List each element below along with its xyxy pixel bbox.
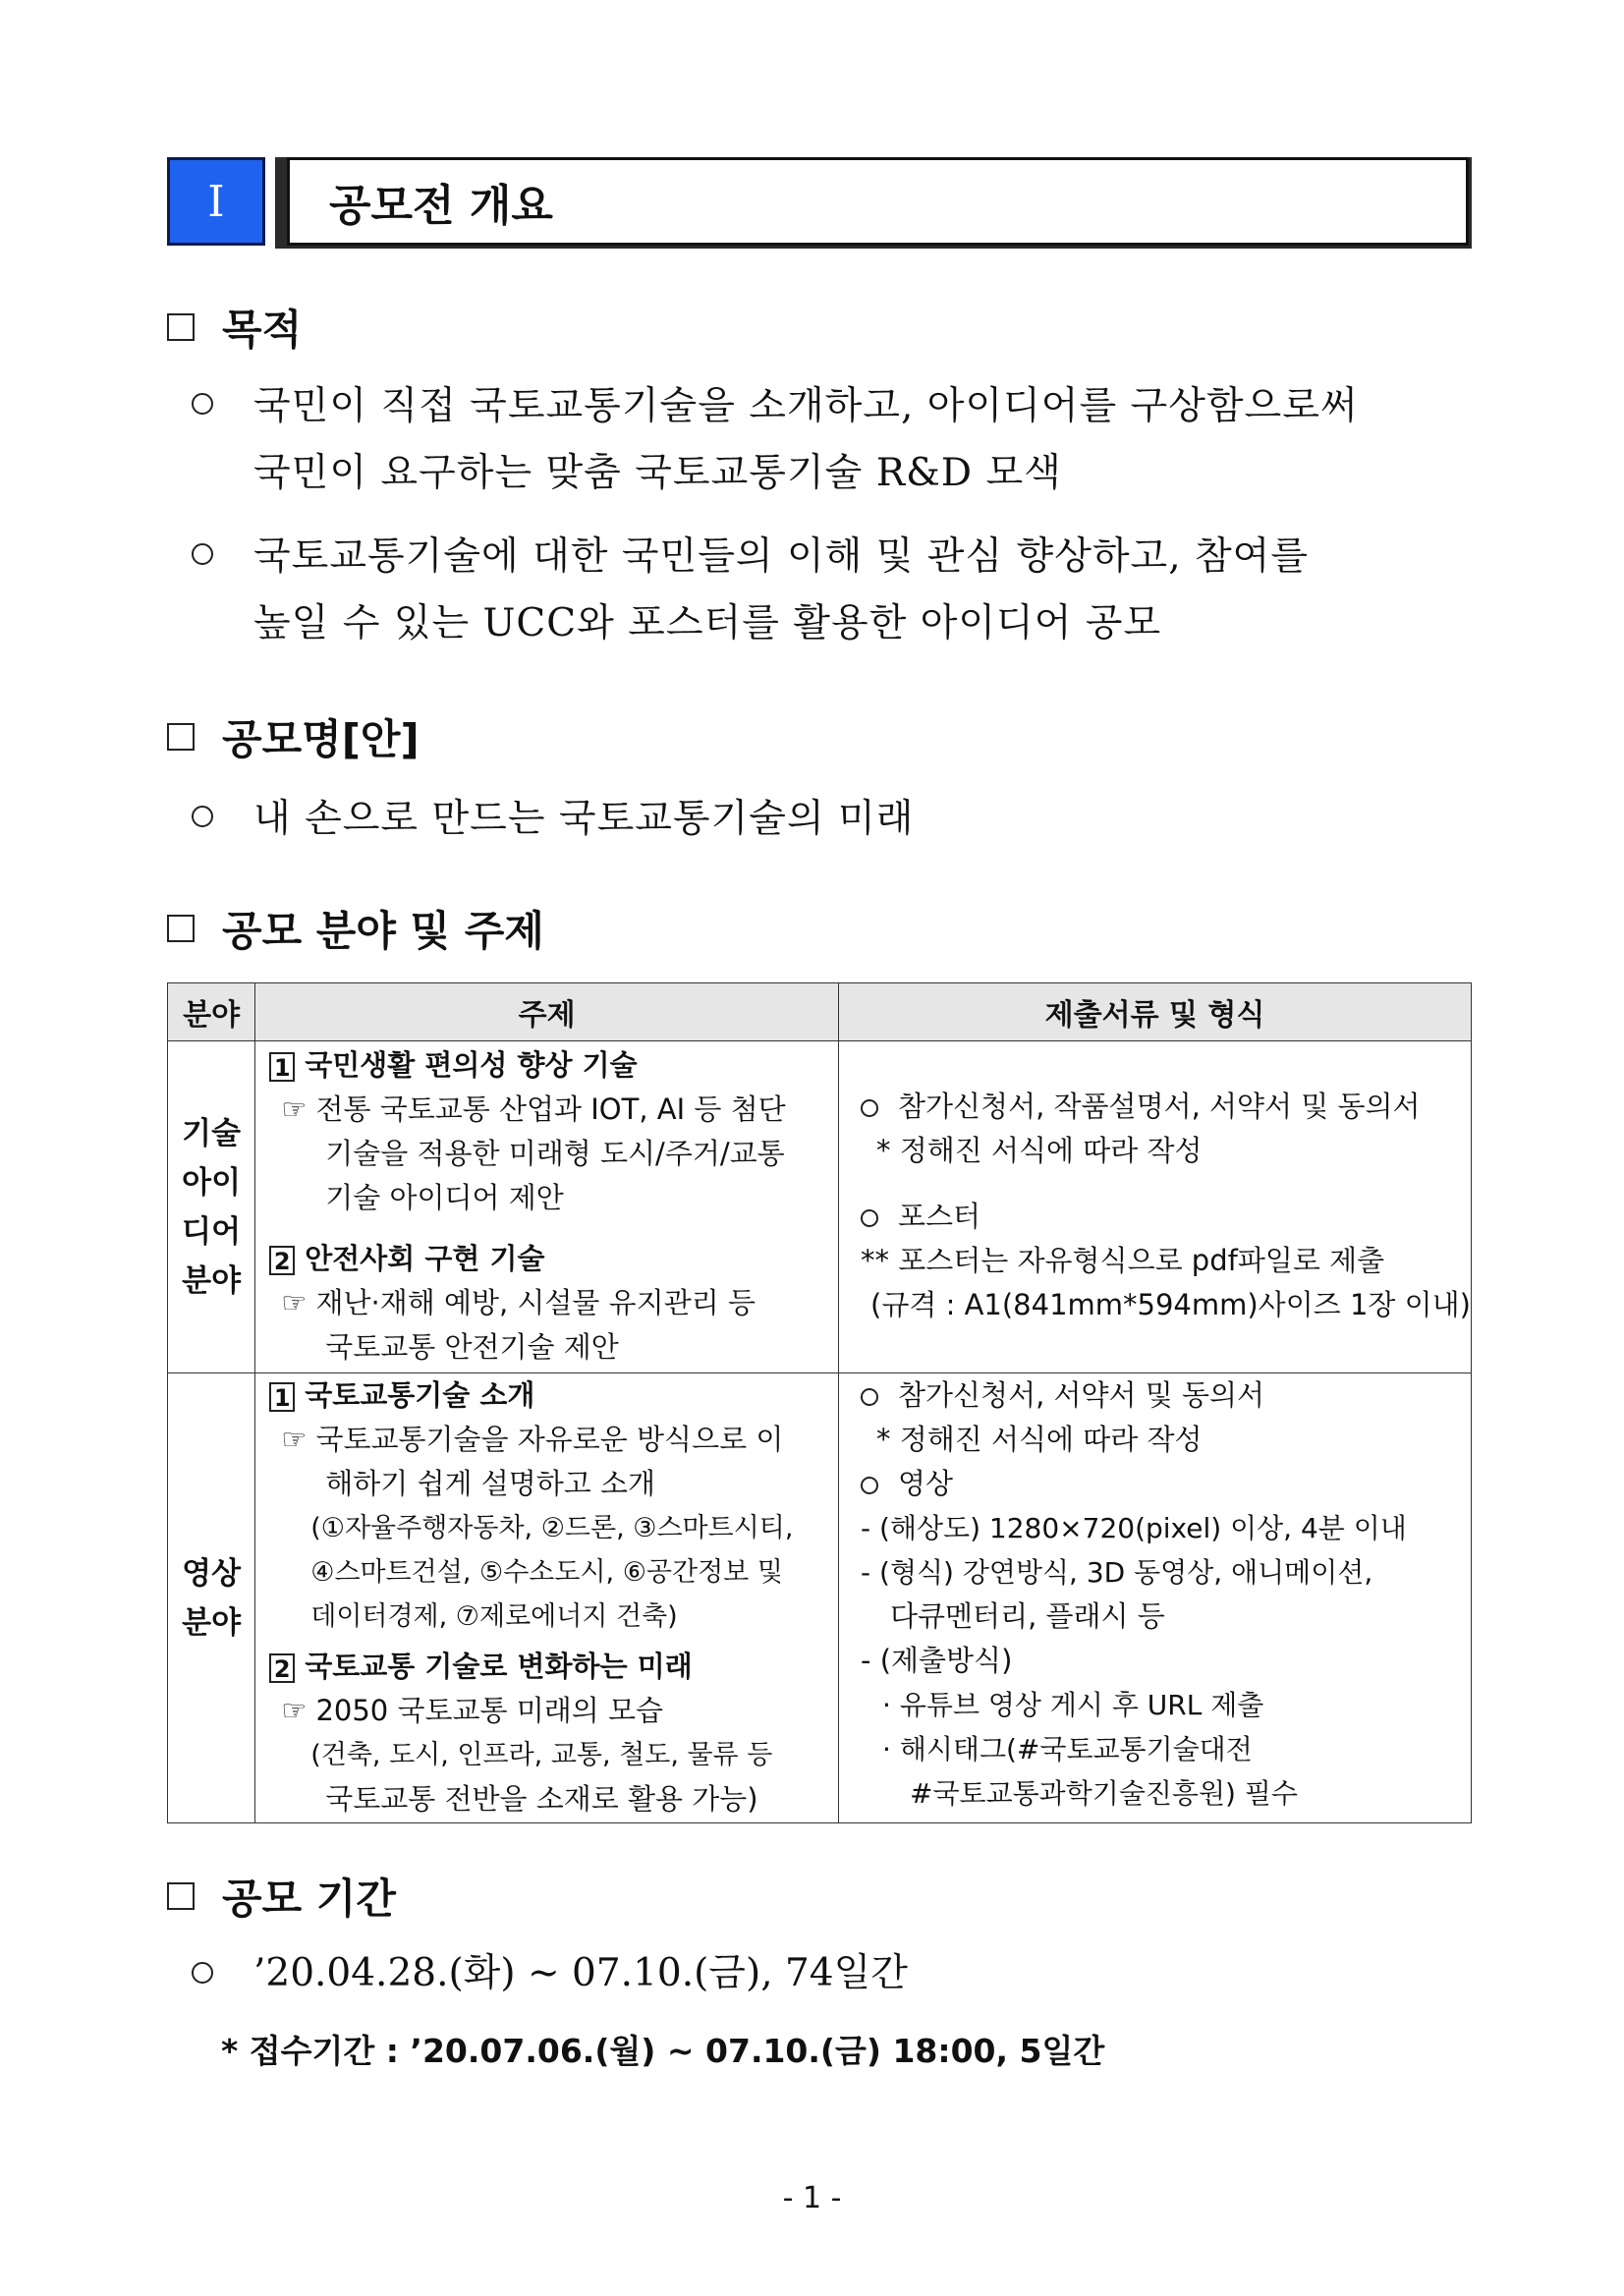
topic-number: 2 — [269, 1653, 295, 1683]
bullet-circle-icon — [861, 1099, 878, 1117]
checkbox-square-icon — [167, 1882, 195, 1910]
doc-text: 포스터 — [898, 1200, 981, 1233]
table-header-row — [168, 983, 1472, 1041]
topic-number: 2 — [269, 1246, 295, 1275]
section-heading-text: 공모명[안] — [222, 715, 420, 763]
doc-line: 다큐멘터리, 플래시 등 — [890, 1599, 1165, 1633]
category-text: 영상 — [182, 1555, 242, 1592]
section-heading-text: 목적 — [222, 306, 303, 354]
section-heading-text: 공모 기간 — [222, 1875, 396, 1923]
topic-title-text: 국토교통 기술로 변화하는 미래 — [305, 1650, 693, 1683]
purpose-bullet-1 — [192, 373, 1469, 507]
bullet-line: 국민이 직접 국토교통기술을 소개하고, 아이디어를 구상함으로써 — [253, 384, 1359, 428]
category-text: 분야 — [182, 1262, 242, 1299]
doc-line: - (해상도) 1280×720(pixel) 이상, 4분 이내 — [861, 1512, 1407, 1544]
checkbox-square-icon — [167, 313, 195, 341]
doc-line — [861, 1085, 1471, 1129]
bullet-circle-icon — [861, 1388, 878, 1406]
category-text: 디어 — [182, 1213, 242, 1250]
topic-title — [269, 1043, 838, 1088]
category-text: 기술 — [182, 1115, 242, 1151]
topic-title-text: 국민생활 편의성 향상 기술 — [305, 1048, 638, 1082]
topic-line: 데이터경제, ⑦제로에너지 건축) — [310, 1601, 678, 1632]
bullet-line: 내 손으로 만드는 국토교통기술의 미래 — [253, 797, 915, 841]
bullet-circle-icon — [192, 393, 213, 415]
category-cell — [168, 1373, 255, 1823]
topic-line: 해하기 쉽게 설명하고 소개 — [325, 1467, 656, 1500]
bullet-line: 국토교통기술에 대한 국민들의 이해 및 관심 향상하고, 참여를 — [253, 534, 1310, 579]
page-number: - 1 - — [782, 2181, 842, 2215]
bullet-circle-icon — [861, 1477, 878, 1494]
topic-line: ☞ 재난·재해 예방, 시설물 유지관리 등 — [281, 1286, 756, 1319]
bullet-line: 국민이 요구하는 맞춤 국토교통기술 R&D 모색 — [253, 451, 1062, 495]
topic-line: ☞ 2050 국토교통 미래의 모습 — [281, 1694, 664, 1727]
doc-line: ** 포스터는 자유형식으로 pdf파일로 제출 — [861, 1244, 1385, 1277]
doc-line: - (형식) 강연방식, 3D 동영상, 애니메이션, — [861, 1556, 1373, 1589]
topic-title-text: 안전사회 구현 기술 — [305, 1242, 545, 1275]
topic-number: 1 — [269, 1052, 295, 1082]
doc-line: - (제출방식) — [861, 1644, 1013, 1677]
topic-title-text: 국토교통기술 소개 — [305, 1378, 535, 1412]
topic-line: (건축, 도시, 인프라, 교통, 철도, 물류 등 — [310, 1740, 773, 1770]
section-heading-text: 공모 분야 및 주제 — [222, 907, 544, 955]
topic-line: 기술을 적용한 미래형 도시/주거/교통 — [325, 1137, 785, 1170]
section-number-badge: Ⅰ — [167, 157, 265, 246]
bullet-line: 높일 수 있는 UCC와 포스터를 활용한 아이디어 공모 — [253, 601, 1162, 645]
topic-line: 기술 아이디어 제안 — [325, 1181, 564, 1214]
bullet-circle-icon — [861, 1209, 878, 1227]
bullet-circle-icon — [192, 1962, 213, 1984]
doc-line — [861, 1373, 1471, 1418]
doc-line: · 해시태그(#국토교통기술대전 — [882, 1733, 1253, 1765]
bullet-circle-icon — [192, 543, 213, 565]
topic-cell — [255, 1373, 839, 1823]
fields-table — [167, 982, 1472, 1823]
topic-line: 국토교통 안전기술 제안 — [325, 1330, 619, 1364]
topic-title — [269, 1373, 838, 1418]
section-heading-fields — [167, 899, 544, 958]
category-cell — [168, 1041, 255, 1373]
category-text: 분야 — [182, 1604, 242, 1641]
topic-title — [269, 1237, 838, 1281]
doc-line — [861, 1462, 1471, 1506]
period-note: * 접수기간 : ’20.07.06.(월) ~ 07.10.(금) 18:00, 5일간 — [221, 2032, 1105, 2070]
column-header: 주제 — [255, 983, 839, 1041]
section-heading-purpose — [167, 298, 302, 357]
period-bullet — [192, 1940, 1469, 2007]
doc-text: 영상 — [898, 1467, 954, 1500]
topic-cell — [255, 1041, 839, 1373]
bullet-circle-icon — [192, 806, 213, 827]
category-text: 아이 — [182, 1164, 242, 1201]
page-title: 공모전 개요 — [287, 157, 1469, 246]
docs-cell — [839, 1373, 1472, 1823]
purpose-bullet-2 — [192, 524, 1469, 657]
topic-line: (①자율주행자동차, ②드론, ③스마트시티, — [310, 1513, 794, 1543]
doc-line — [861, 1195, 1471, 1239]
section-heading-period — [167, 1867, 396, 1926]
doc-text: 참가신청서, 서약서 및 동의서 — [898, 1378, 1265, 1412]
topic-line: ④스마트건설, ⑤수소도시, ⑥공간정보 및 — [310, 1557, 783, 1588]
checkbox-square-icon — [167, 915, 195, 942]
doc-line: · 유튜브 영상 게시 후 URL 제출 — [882, 1689, 1264, 1721]
name-bullet — [192, 786, 1469, 853]
doc-text: 참가신청서, 작품설명서, 서약서 및 동의서 — [898, 1090, 1421, 1123]
topic-line: ☞ 국토교통기술을 자유로운 방식으로 이 — [281, 1423, 784, 1456]
doc-line: #국토교통과학기술진흥원) 필수 — [910, 1777, 1298, 1810]
table-row — [168, 1373, 1472, 1823]
topic-number: 1 — [269, 1382, 295, 1412]
bullet-line: ’20.04.28.(화) ~ 07.10.(금), 74일간 — [253, 1951, 908, 1995]
checkbox-square-icon — [167, 723, 195, 751]
topic-line: 국토교통 전반을 소재로 활용 가능) — [325, 1782, 758, 1816]
doc-line: * 정해진 서식에 따라 작성 — [876, 1423, 1203, 1456]
table-row — [168, 1041, 1472, 1373]
column-header: 분야 — [168, 983, 255, 1041]
doc-line: * 정해진 서식에 따라 작성 — [876, 1134, 1203, 1167]
topic-title — [269, 1645, 838, 1689]
topic-line: ☞ 전통 국토교통 산업과 IOT, AI 등 첨단 — [281, 1092, 786, 1126]
section-heading-name — [167, 707, 420, 766]
doc-line: (규격 : A1(841mm*594mm)사이즈 1장 이내) — [870, 1288, 1471, 1321]
docs-cell — [839, 1041, 1472, 1373]
column-header: 제출서류 및 형식 — [839, 983, 1472, 1041]
